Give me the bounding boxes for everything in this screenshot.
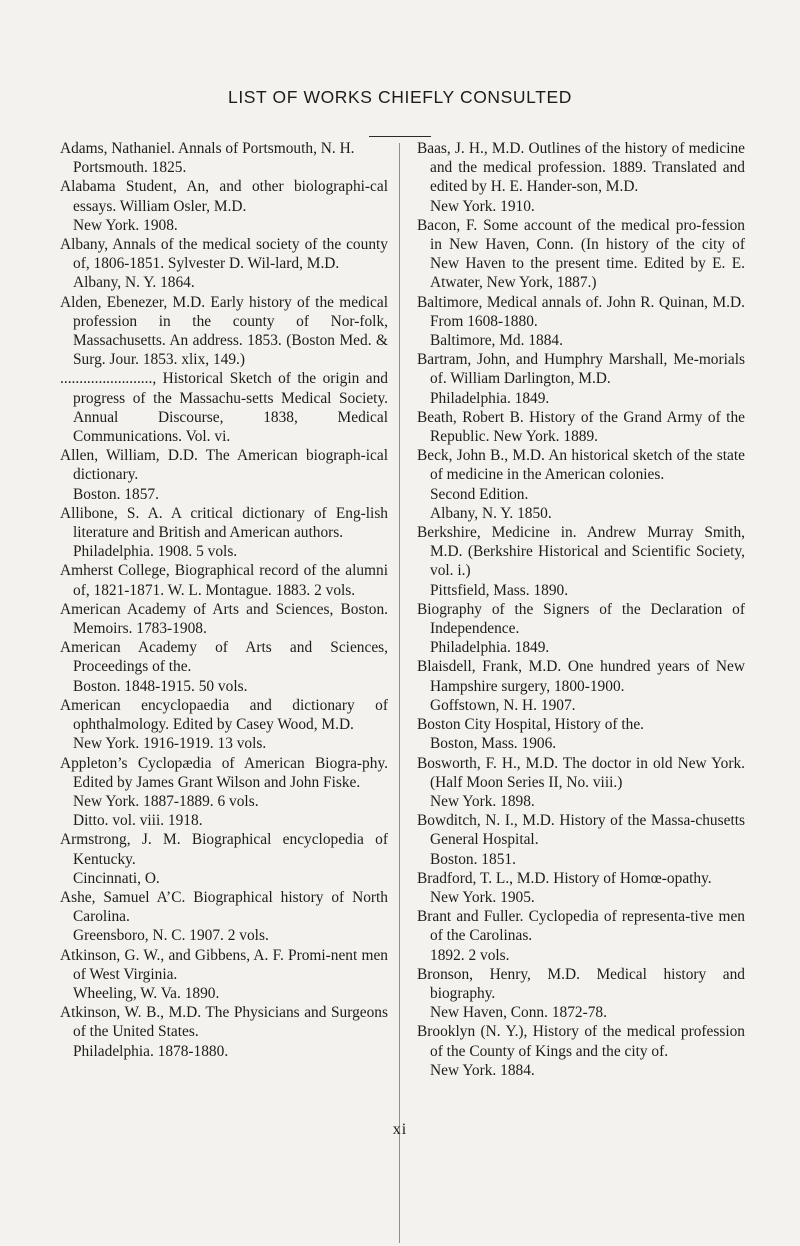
bibliography-entry [417, 657, 745, 715]
bibliography-entry [60, 696, 388, 754]
bibliography-entry [60, 830, 388, 888]
entry-imprint: New York. 1908. [73, 216, 178, 234]
entry-imprint: Cincinnati, O. [73, 869, 160, 887]
entry-citation: Bartram, John, and Humphry Marshall, Me-morials of. William Darlington, M.D. [417, 351, 745, 388]
page-title: LIST OF WORKS CHIEFLY CONSULTED [227, 87, 573, 107]
bibliography-entry [417, 754, 745, 812]
entry-imprint: 1892. 2 vols. [430, 946, 510, 964]
entry-citation: Adams, Nathaniel. Annals of Portsmouth, N. H. [60, 140, 355, 157]
entry-imprint: Philadelphia. 1878-1880. [73, 1042, 229, 1060]
entry-citation: Beath, Robert B. History of the Grand Army of the Republic. New York. 1889. [417, 408, 745, 446]
bibliography-entry [417, 408, 745, 446]
entry-imprint: New Haven, Conn. 1872-78. [430, 1004, 607, 1022]
bibliography-entry [417, 216, 745, 293]
page-number: xi [392, 1121, 408, 1138]
entry-citation: Brant and Fuller. Cyclopedia of representa-tive men of the Carolinas. [417, 908, 745, 945]
entry-citation: ........................, Historical Sketch of the origin and progress of the Massachu-setts Medical Society. Annual Discourse, 1838, Medical Communications. Vol. vi. [60, 370, 388, 446]
entry-citation: Berkshire, Medicine in. Andrew Murray Smith, M.D. (Berkshire Historical and Scientific Society, vol. i.) [417, 524, 745, 580]
entry-citation: Blaisdell, Frank, M.D. One hundred years of New Hampshire surgery, 1800-1900. [417, 658, 745, 695]
entry-citation: Allibone, S. A. A critical dictionary of Eng-lish literature and British and American authors. [60, 504, 388, 542]
bibliography-entry [60, 293, 388, 370]
entry-citation: Bacon, F. Some account of the medical pro-fession in New Haven, Conn. (In history of the city of New Haven to the present time. Edited by E. E. Atwater, New York, 1887.) [417, 216, 745, 292]
entry-imprint: Boston. 1848-1915. 50 vols. [73, 677, 248, 695]
bibliography-entry [417, 523, 745, 600]
bibliography-entry [60, 177, 388, 235]
left-column [60, 139, 388, 1061]
entry-citation: American Academy of Arts and Sciences, Boston. Memoirs. 1783-1908. [60, 600, 388, 638]
bibliography-entry [417, 869, 745, 907]
bibliography-entry [60, 946, 388, 1004]
bibliography-entry [417, 1022, 745, 1080]
entry-imprint: New York. 1887-1889. 6 vols. [73, 792, 259, 810]
entry-citation: Ashe, Samuel A’C. Biographical history of North Carolina. [60, 888, 388, 926]
bibliography-entry [417, 600, 745, 658]
entry-citation: Atkinson, W. B., M.D. The Physicians and Surgeons of the United States. [60, 1004, 388, 1041]
entry-citation: Baltimore, Medical annals of. John R. Quinan, M.D. From 1608-1880. [417, 293, 745, 330]
entry-imprint: New York. 1910. [430, 197, 535, 215]
entry-imprint: Baltimore, Md. 1884. [430, 332, 563, 350]
entry-citation: Beck, John B., M.D. An historical sketch of the state of medicine in the American colonies. [417, 447, 745, 484]
title-rule [369, 136, 431, 137]
column-divider [399, 143, 400, 1243]
bibliography-entry [60, 235, 388, 293]
entry-citation: Alden, Ebenezer, M.D. Early history of the medical profession in the county of Nor-folk, Massachusetts. An address. 1853. (Boston Med. & Surg. Jour. 1853. xlix, 149.) [60, 293, 388, 369]
entry-citation: Allen, William, D.D. The American biograph-ical dictionary. [60, 447, 388, 484]
entry-imprint: Philadelphia. 1849. [430, 389, 550, 407]
entry-citation: Atkinson, G. W., and Gibbens, A. F. Promi-nent men of West Virginia. [60, 946, 388, 983]
bibliography-entry [60, 888, 388, 946]
entry-imprint: Philadelphia. 1849. [430, 639, 550, 657]
entry-imprint: Albany, N. Y. 1850. [430, 504, 552, 522]
entry-citation: Brooklyn (N. Y.), History of the medical profession of the County of Kings and the city of. [417, 1023, 745, 1060]
bibliography-entry [417, 965, 745, 1023]
bibliography-entry [60, 638, 388, 696]
entry-citation: Bradford, T. L., M.D. History of Homœ-opathy. [417, 869, 712, 887]
entry-citation: Alabama Student, An, and other biolographi-cal essays. William Osler, M.D. [60, 178, 388, 215]
entry-citation: Bronson, Henry, M.D. Medical history and biography. [417, 965, 745, 1002]
bibliography-entry [60, 561, 388, 599]
entry-imprint: New York. 1898. [430, 792, 535, 810]
entry-imprint: Wheeling, W. Va. 1890. [73, 984, 220, 1002]
entry-imprint: New York. 1884. [430, 1061, 535, 1079]
entry-citation: Baas, J. H., M.D. Outlines of the history of medicine and the medical profession. 1889. Translated and edited by H. E. Hander-son, M.D. [417, 140, 745, 196]
entry-citation: Albany, Annals of the medical society of the county of, 1806-1851. Sylvester D. Wil-lard, M.D. [60, 236, 388, 273]
entry-imprint: Greensboro, N. C. 1907. 2 vols. [73, 927, 269, 945]
entry-citation: American Academy of Arts and Sciences, Proceedings of the. [60, 639, 388, 676]
entry-imprint: Philadelphia. 1908. 5 vols. [73, 543, 238, 561]
bibliography-entry [60, 754, 388, 831]
entry-citation: Biography of the Signers of the Declaration of Independence. [417, 600, 745, 638]
bibliography-entry [60, 139, 388, 177]
entry-citation: Bowditch, N. I., M.D. History of the Massa-chusetts General Hospital. [417, 812, 745, 849]
bibliography-entry [60, 600, 388, 638]
entry-imprint: Albany, N. Y. 1864. [73, 274, 195, 292]
entry-imprint: Portsmouth. 1825. [73, 159, 187, 177]
bibliography-entry [417, 350, 745, 408]
bibliography-entry [60, 504, 388, 562]
entry-imprint: New York. 1916-1919. 13 vols. [73, 735, 267, 753]
bibliography-entry [417, 293, 745, 351]
entry-imprint: Boston. 1851. [430, 850, 516, 868]
entry-imprint: New York. 1905. [430, 888, 535, 906]
bibliography-entry [417, 907, 745, 965]
entry-imprint: Boston, Mass. 1906. [430, 735, 557, 753]
entry-citation: Boston City Hospital, History of the. [417, 716, 645, 734]
bibliography-entry [417, 715, 745, 753]
bibliography-entry [60, 1003, 388, 1061]
entry-imprint: Pittsfield, Mass. 1890. [430, 581, 569, 599]
bibliography-entry [417, 139, 745, 216]
entry-imprint: Ditto. vol. viii. 1918. [73, 812, 203, 830]
bibliography-entry [417, 811, 745, 869]
entry-citation: Armstrong, J. M. Biographical encyclopedia of Kentucky. [60, 831, 388, 868]
bibliography-entry [60, 446, 388, 504]
entry-imprint: Second Edition. [430, 485, 529, 503]
entry-imprint: Boston. 1857. [73, 485, 159, 503]
entry-citation: Bosworth, F. H., M.D. The doctor in old New York. (Half Moon Series II, No. viii.) [417, 754, 745, 791]
bibliography-entry [60, 369, 388, 446]
right-column [417, 139, 745, 1080]
bibliography-entry [417, 446, 745, 523]
entry-imprint: Goffstown, N. H. 1907. [430, 696, 576, 714]
entry-citation: American encyclopaedia and dictionary of ophthalmology. Edited by Casey Wood, M.D. [60, 696, 388, 734]
entry-citation: Amherst College, Biographical record of the alumni of, 1821-1871. W. L. Montague. 1883. 2 vols. [60, 562, 388, 599]
entry-citation: Appleton’s Cyclopædia of American Biogra-phy. Edited by James Grant Wilson and John Fiske. [60, 754, 388, 791]
